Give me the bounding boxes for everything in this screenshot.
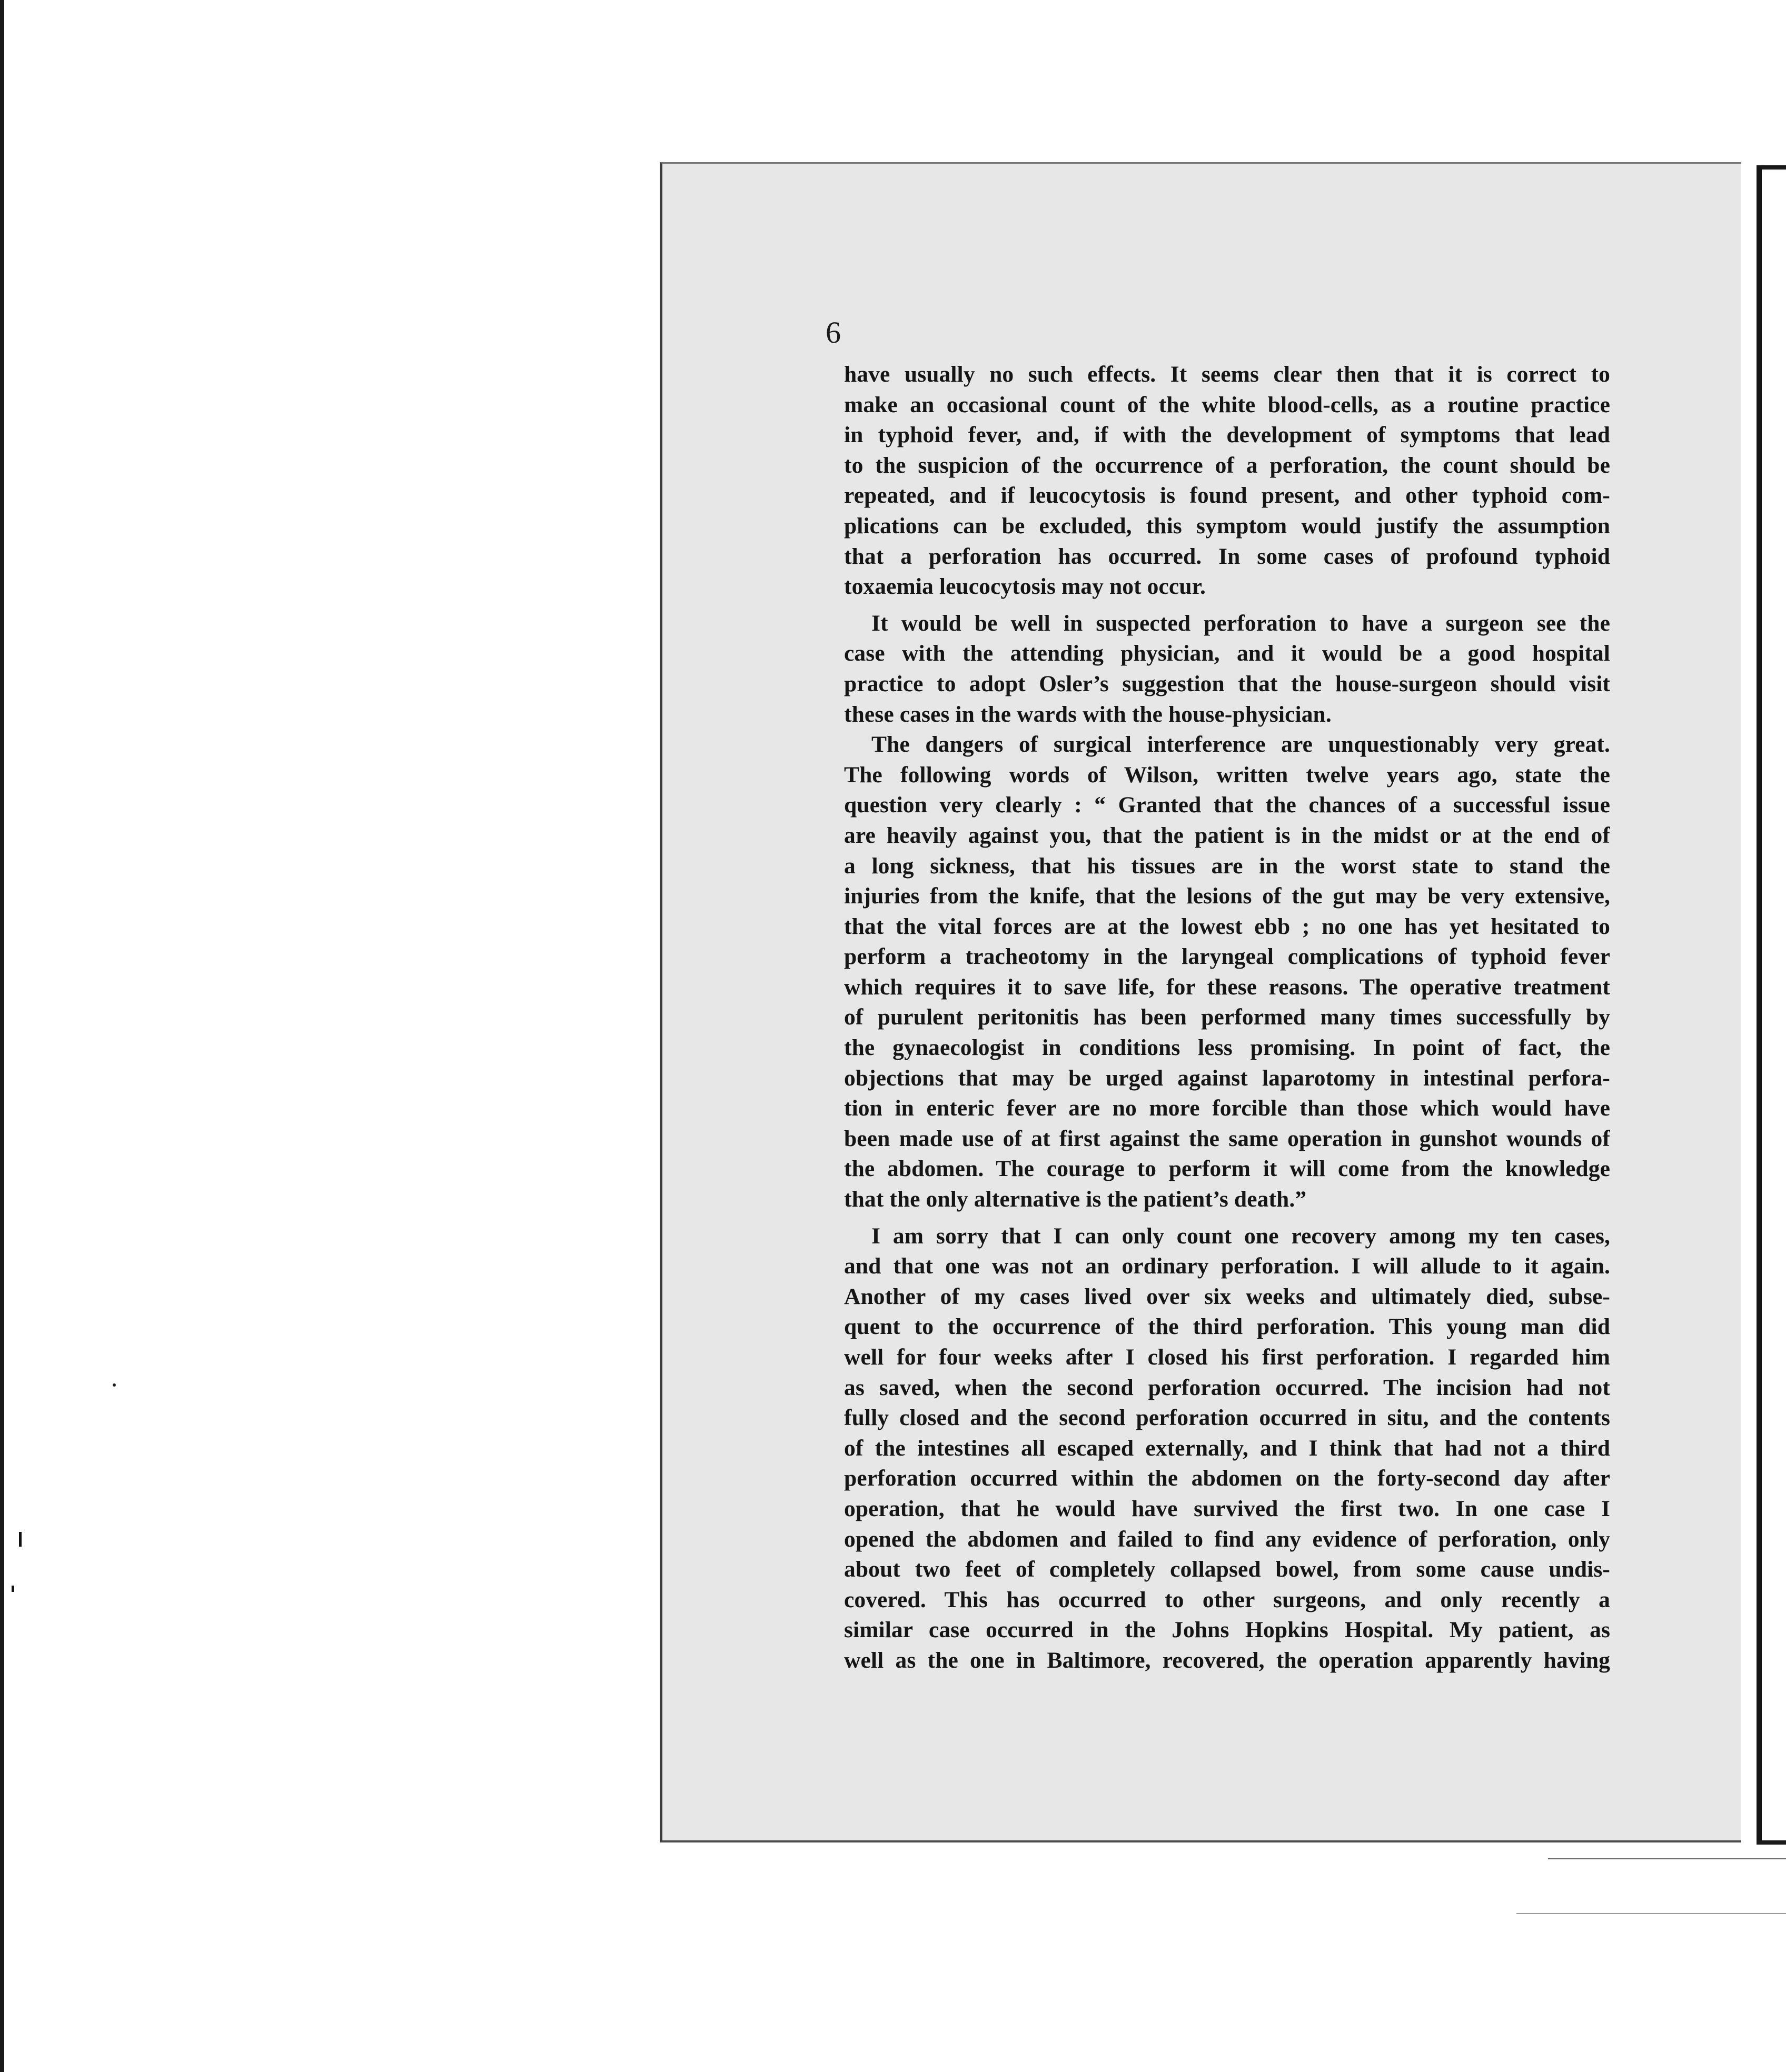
text-line: which requires it to save life, for these reasons. The operative treatment (844, 974, 1610, 1000)
text-line: operation, that he would have survived the first two. In one case I (844, 1496, 1610, 1521)
text-line: objections that may be urged against laparotomy in intestinal perfora- (844, 1065, 1610, 1091)
text-line: I am sorry that I can only count one recovery among my ten cases, (871, 1223, 1610, 1249)
paragraph-gap (844, 602, 1610, 609)
text-line: It would be well in suspected perforation to have a surgeon see the (871, 610, 1610, 636)
scan-rule (1548, 1858, 1786, 1859)
text-line: are heavily against you, that the patient is in the midst or at the end of (844, 822, 1610, 848)
text-line: that the only alternative is the patient’s death.” (844, 1187, 1307, 1212)
text-line: repeated, and if leucocytosis is found present, and other typhoid com- (844, 483, 1610, 509)
text-line: to the suspicion of the occurrence of a perforation, the count should be (844, 452, 1610, 478)
text-line: as saved, when the second perforation occurred. The incision had not (844, 1374, 1610, 1400)
text-line: and that one was not an ordinary perforation. I will allude to it again. (844, 1253, 1610, 1279)
text-line: make an occasional count of the white blood-cells, as a routine practice (844, 392, 1610, 417)
scan-left-edge (0, 0, 4, 2072)
text-line: The dangers of surgical interference are unquestionably very great. (871, 732, 1610, 758)
paragraph-gap (844, 1215, 1610, 1221)
text-line: The following words of Wilson, written twelve years ago, state the (844, 762, 1610, 788)
body-text (844, 360, 1610, 1676)
text-line: been made use of at first against the same operation in gunshot wounds of (844, 1125, 1610, 1151)
scan-mark (19, 1532, 22, 1547)
text-line: plications can be excluded, this symptom would justify the assumption (844, 513, 1610, 539)
text-line: about two feet of completely collapsed bowel, from some cause undis- (844, 1557, 1610, 1582)
text-line: Another of my cases lived over six weeks and ultimately died, subse- (844, 1283, 1610, 1309)
text-line: in typhoid fever, and, if with the development of symptoms that lead (844, 422, 1610, 448)
text-line: similar case occurred in the Johns Hopkins Hospital. My patient, as (844, 1617, 1610, 1643)
text-line: the abdomen. The courage to perform it will come from the knowledge (844, 1156, 1610, 1182)
text-line: well as the one in Baltimore, recovered, the operation apparently having (844, 1647, 1610, 1673)
text-line: the gynaecologist in conditions less promising. In point of fact, the (844, 1035, 1610, 1061)
text-line: of purulent peritonitis has been performed many times successfully by (844, 1004, 1610, 1030)
scan-rule (1516, 1913, 1786, 1914)
text-line: quent to the occurrence of the third perforation. This young man did (844, 1314, 1610, 1340)
scan-mark (12, 1586, 14, 1592)
text-line: that a perforation has occurred. In some cases of profound typhoid (844, 543, 1610, 569)
text-line: have usually no such effects. It seems clear then that it is correct to (844, 362, 1610, 387)
adjacent-page-bottom-edge (1757, 1840, 1786, 1845)
document-page (660, 162, 1741, 1842)
scan-speck (113, 1383, 116, 1387)
text-line: these cases in the wards with the house-physician. (844, 701, 1332, 727)
text-line: question very clearly : “ Granted that the chances of a successful issue (844, 792, 1610, 818)
text-line: that the vital forces are at the lowest ebb ; no one has yet hesitated to (844, 913, 1610, 939)
text-line: of the intestines all escaped externally, and I think that had not a third (844, 1435, 1610, 1461)
text-line: injuries from the knife, that the lesions of the gut may be very extensive, (844, 883, 1610, 909)
adjacent-page-edge (1757, 167, 1762, 1845)
text-line: case with the attending physician, and it would be a good hospital (844, 641, 1610, 666)
text-line: practice to adopt Osler’s suggestion that the house-surgeon should visit (844, 671, 1610, 696)
text-line: well for four weeks after I closed his first perforation. I regarded him (844, 1344, 1610, 1370)
text-line: a long sickness, that his tissues are in the worst state to stand the (844, 853, 1610, 879)
page-number: 6 (826, 315, 841, 350)
text-line: fully closed and the second perforation occurred in situ, and the contents (844, 1405, 1610, 1431)
text-line: perform a tracheotomy in the laryngeal complications of typhoid fever (844, 944, 1610, 970)
text-line: tion in enteric fever are no more forcible than those which would have (844, 1095, 1610, 1121)
text-line: opened the abdomen and failed to find any evidence of perforation, only (844, 1526, 1610, 1552)
text-line: perforation occurred within the abdomen on the forty-second day after (844, 1466, 1610, 1491)
text-line: covered. This has occurred to other surgeons, and only recently a (844, 1587, 1610, 1612)
text-line: toxaemia leucocytosis may not occur. (844, 574, 1206, 600)
